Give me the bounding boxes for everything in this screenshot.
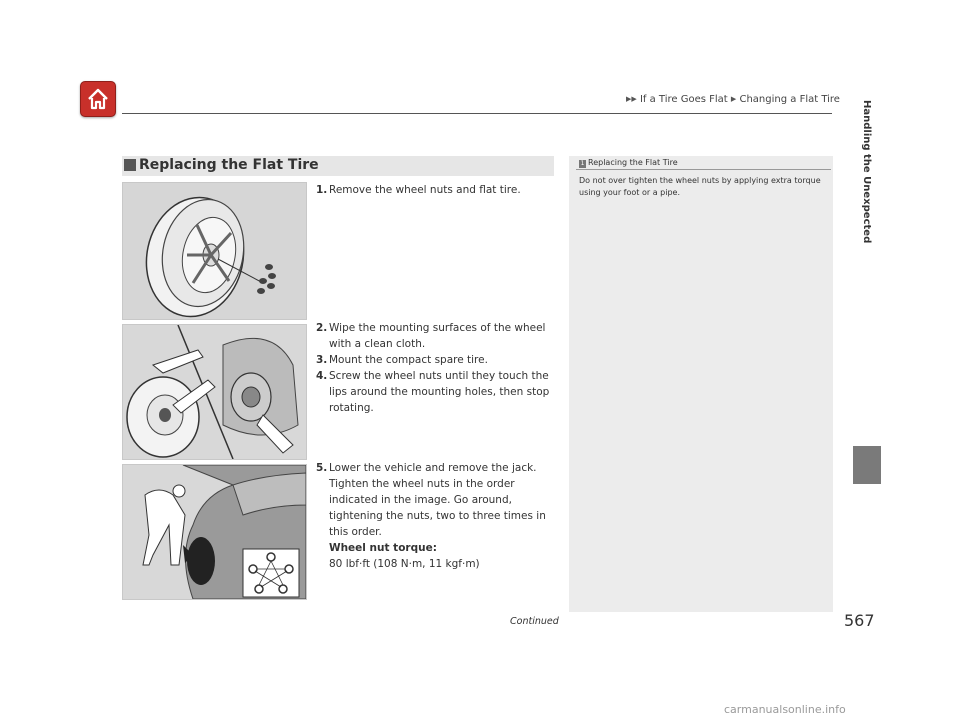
note-rule (576, 169, 831, 170)
step-text: Remove the wheel nuts and flat tire. (329, 184, 521, 196)
chapter-tab-marker (853, 446, 881, 484)
step-number: 4. (316, 370, 328, 382)
step-number: 5. (316, 462, 328, 474)
home-button[interactable] (80, 81, 116, 117)
step-number: 2. (316, 322, 328, 334)
step-text: Screw the wheel nuts until they touch the lips around the mounting holes, then stop rotating. (329, 370, 550, 414)
section-title: Replacing the Flat Tire (139, 157, 319, 173)
step-text: Lower the vehicle and remove the jack. Tighten the wheel nuts in the order indicated in the image. Go around, tightening the nuts, two to three times in this order. (329, 462, 546, 538)
breadcrumb-arrow-icon: ▶▶ (626, 95, 637, 103)
header-rule (122, 113, 832, 114)
continued-label: Continued (510, 616, 559, 627)
torque-value: 80 lbf·ft (108 N·m, 11 kgf·m) (329, 558, 480, 570)
step-1 (316, 182, 556, 198)
chapter-tab[interactable] (857, 100, 877, 440)
figure-lower-vehicle (122, 464, 307, 600)
breadcrumb-separator-icon: ▶ (730, 95, 737, 103)
breadcrumb-item-changing[interactable]: Changing a Flat Tire (739, 94, 840, 105)
figure-mount-spare (122, 324, 307, 460)
home-icon (86, 87, 110, 111)
note-title (579, 158, 678, 168)
note-title-text: Replacing the Flat Tire (588, 158, 678, 167)
page-number: 567 (844, 611, 875, 630)
note-panel (569, 156, 833, 612)
chapter-tab-label: Handling the Unexpected (861, 100, 872, 244)
breadcrumb-item-tire-flat[interactable]: If a Tire Goes Flat (639, 94, 728, 105)
section-header (122, 156, 554, 176)
note-marker-icon: 1 (580, 160, 585, 167)
breadcrumb (626, 94, 840, 105)
step-number: 3. (316, 354, 328, 366)
step-5 (316, 460, 556, 572)
watermark: carmanualsonline.info (724, 703, 846, 716)
section-square-icon (124, 159, 136, 171)
note-text: Do not over tighten the wheel nuts by applying extra torque using your foot or a pipe. (579, 176, 821, 197)
step-2-4 (316, 320, 556, 416)
step-number: 1. (316, 184, 328, 196)
torque-label: Wheel nut torque: (329, 542, 437, 554)
step-text: Wipe the mounting surfaces of the wheel with a clean cloth. (329, 322, 546, 350)
figure-flat-tire (122, 182, 307, 320)
step-text: Mount the compact spare tire. (329, 354, 488, 366)
